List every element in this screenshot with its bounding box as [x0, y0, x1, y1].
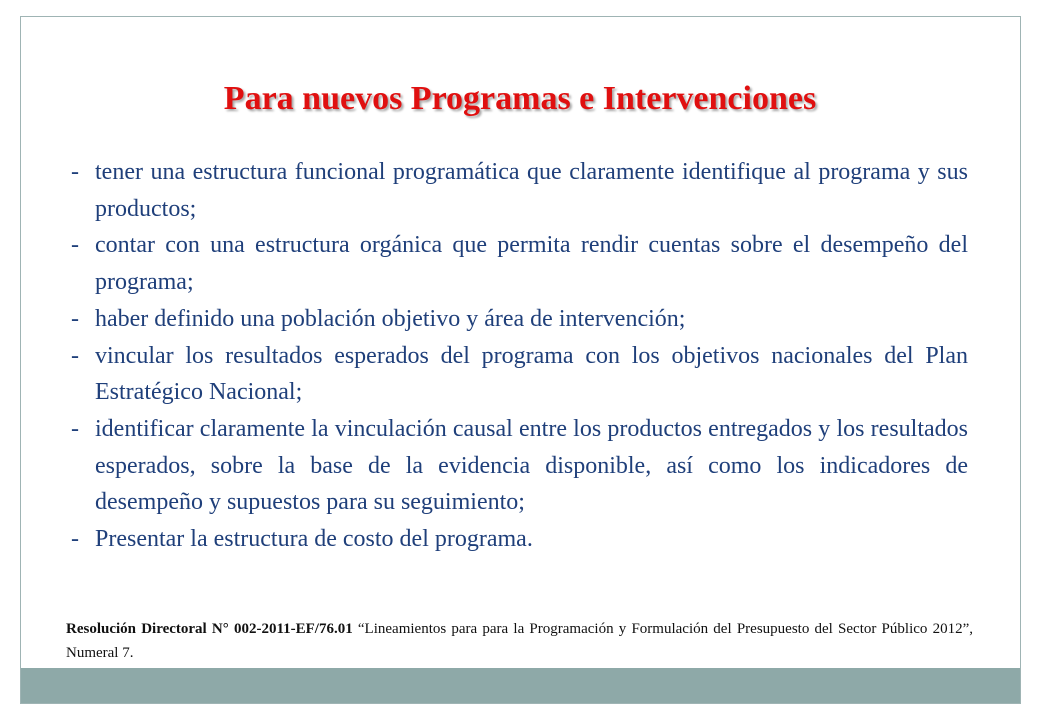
bullet-text: identificar claramente la vinculación causal entre los productos entregados y los resultados esperados, sobre la base de la evidencia disponible, así como los indicadores de desempeño y supuestos para su seguimiento; — [95, 415, 968, 516]
bullet-list — [66, 154, 968, 558]
bullet-dash: - — [71, 159, 79, 185]
reference-citation — [66, 617, 973, 665]
bullet-text: tener una estructura funcional programática que claramente identifique al programa y sus productos; — [95, 159, 968, 222]
reference-normal: “Lineamientos para para la Programación y Formulación del Presupuesto del Sector Público 2012”, Numeral 7. — [66, 621, 973, 661]
bullet-dash: - — [71, 342, 79, 369]
bullet-item-6 — [66, 521, 968, 558]
bullet-dash: - — [71, 526, 79, 553]
bullet-dash: - — [71, 415, 79, 442]
footer-bar — [21, 668, 1020, 703]
slide-title: Para nuevos Programas e Intervenciones — [223, 80, 817, 117]
bullet-dash: - — [71, 305, 79, 332]
bullet-text: Presentar la estructura de costo del programa. — [95, 526, 533, 553]
bullet-item-4 — [66, 338, 968, 411]
bullet-item-2 — [66, 227, 968, 300]
bullet-dash: - — [71, 232, 79, 259]
bullet-item-5 — [66, 411, 968, 521]
bullet-text: vincular los resultados esperados del programa con los objetivos nacionales del Plan Estratégico Nacional; — [95, 342, 968, 406]
bullet-item-3 — [66, 301, 968, 338]
bullet-item-1 — [66, 154, 968, 227]
bullet-text: contar con una estructura orgánica que permita rendir cuentas sobre el desempeño del programa; — [95, 232, 968, 296]
bullet-text: haber definido una población objetivo y área de intervención; — [95, 305, 686, 332]
reference-bold: Resolución Directoral N° 002-2011-EF/76.01 — [66, 621, 353, 637]
